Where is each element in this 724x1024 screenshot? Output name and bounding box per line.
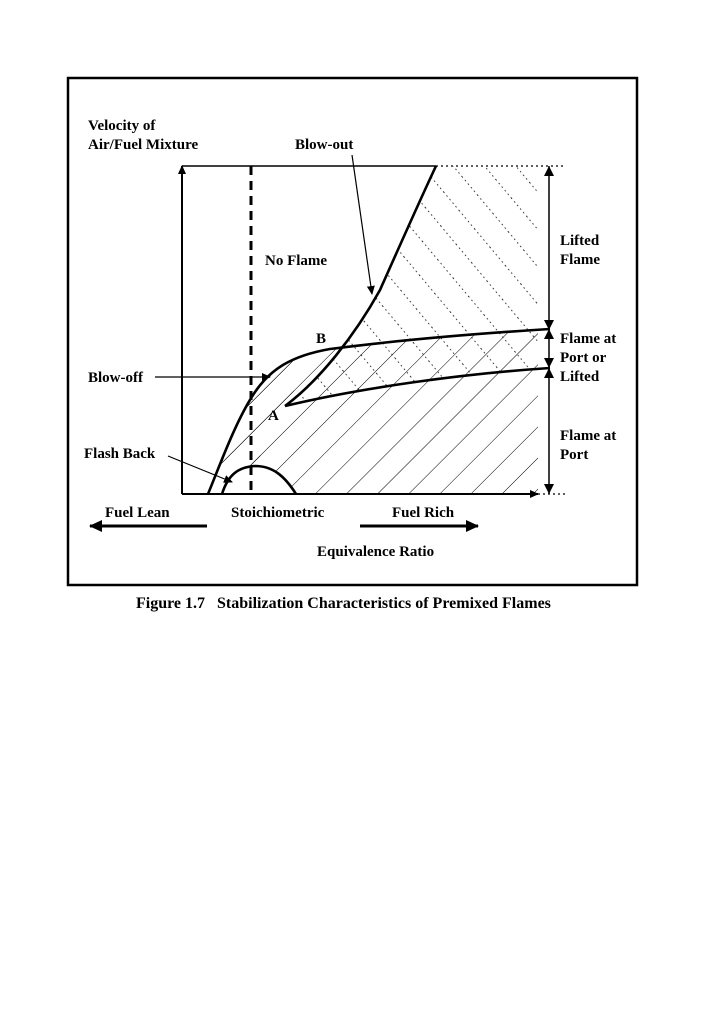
- bracket-arrow-top: [544, 166, 554, 176]
- flash-back-label: Flash Back: [84, 446, 156, 462]
- x-axis-label: Equivalence Ratio: [317, 544, 435, 560]
- y-axis-label-line1: Velocity of: [88, 118, 156, 134]
- flame-at-port-label-line1: Flame at: [560, 428, 617, 444]
- flame-port-or-lifted-line1: Flame at: [560, 331, 617, 347]
- y-axis-label-line2: Air/Fuel Mixture: [88, 137, 199, 153]
- point-b-label: B: [316, 331, 327, 347]
- lifted-flame-label-line2: Flame: [560, 252, 600, 268]
- lifted-flame-label-line1: Lifted: [560, 233, 600, 249]
- blow-out-pointer: [352, 155, 372, 294]
- bracket-arrow-bottom: [544, 484, 554, 494]
- flame-port-or-lifted-line2: Port or: [560, 350, 607, 366]
- blow-off-label: Blow-off: [88, 370, 143, 386]
- no-flame-label: No Flame: [265, 253, 328, 269]
- fuel-lean-label: Fuel Lean: [105, 505, 170, 521]
- blow-out-label: Blow-out: [295, 137, 354, 153]
- stoichiometric-label: Stoichiometric: [231, 505, 325, 521]
- flame-port-or-lifted-line3: Lifted: [560, 369, 600, 385]
- bracket-arrow-mid-bottom: [544, 358, 554, 368]
- point-a-label: A: [268, 408, 279, 424]
- flame-at-port-label-line2: Port: [560, 447, 589, 463]
- figure-caption: Figure 1.7 Stabilization Characteristics of Premixed Flames: [136, 595, 551, 612]
- fuel-rich-label: Fuel Rich: [392, 505, 455, 521]
